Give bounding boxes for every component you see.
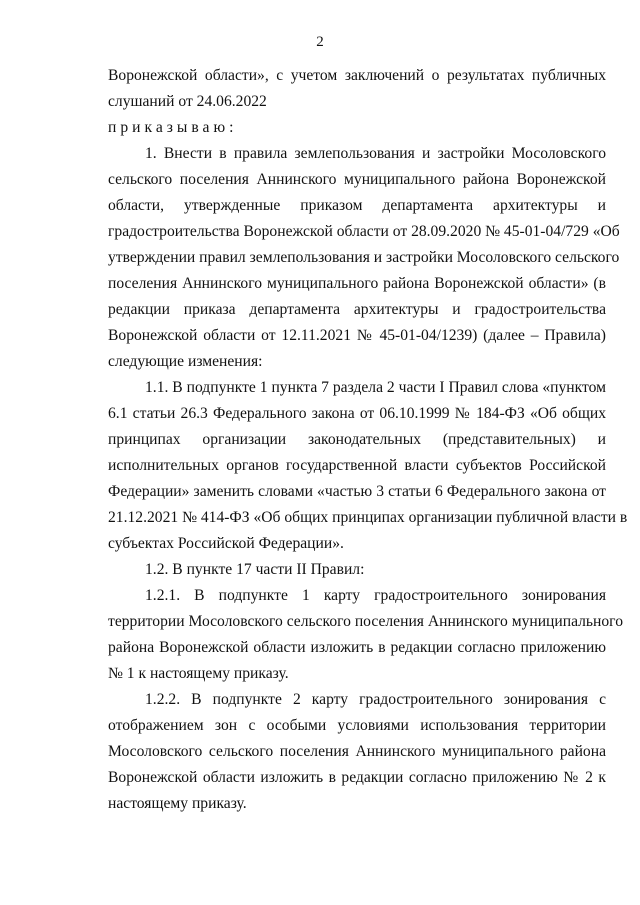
text-line: 6.1 статьи 26.3 Федерального закона от 06.10.1999 № 184-ФЗ «Об общих — [108, 405, 606, 422]
paragraph-1-2-line: 1.2. В пункте 17 части II Правил: — [145, 561, 365, 578]
text-line: градостроительства Воронежской области от 28.09.2020 № 45-01-04/729 «Об — [108, 223, 620, 240]
text-line: поселения Аннинского муниципального района Воронежской области» (в — [108, 275, 606, 292]
page-number: 2 — [316, 34, 324, 50]
text-line: редакции приказа департамента архитектуры и градостроительства — [108, 301, 606, 318]
text-line: Воронежской области от 12.11.2021 № 45-01-04/1239) (далее – Правила) — [108, 327, 606, 344]
paragraph-1-1-line: 1.1. В подпункте 1 пункта 7 раздела 2 части I Правил слова «пунктом — [145, 379, 606, 396]
text-line: Воронежской области изложить в редакции согласно приложению № 2 к — [108, 769, 606, 786]
paragraph-1-2-1-line: 1.2.1. В подпункте 1 карту градостроительного зонирования — [145, 587, 606, 604]
text-line: исполнительных органов государственной власти субъектов Российской — [108, 457, 606, 474]
text-line: настоящему приказу. — [108, 795, 247, 812]
text-line: утверждении правил землепользования и застройки Мосоловского сельского — [108, 249, 620, 266]
text-line: слушаний от 24.06.2022 — [108, 93, 267, 110]
text-line: области, утвержденные приказом департамента архитектуры и — [108, 197, 606, 214]
text-line: субъектах Российской Федерации». — [108, 535, 344, 552]
text-line: 21.12.2021 № 414-ФЗ «Об общих принципах организации публичной власти в — [108, 509, 628, 526]
text-line: № 1 к настоящему приказу. — [108, 665, 289, 682]
text-line: следующие изменения: — [108, 353, 263, 370]
order-word: приказываю: — [108, 119, 238, 136]
text-line: территории Мосоловского сельского поселения Аннинского муниципального — [108, 613, 623, 630]
text-line: Мосоловского сельского поселения Аннинского муниципального района — [108, 743, 606, 760]
paragraph-1-line: 1. Внести в правила землепользования и застройки Мосоловского — [145, 145, 606, 162]
text-line: Воронежской области», с учетом заключений о результатах публичных — [108, 67, 606, 84]
text-line: Федерации» заменить словами «частью 3 статьи 6 Федерального закона от — [108, 483, 606, 500]
text-line: принципах организации законодательных (представительных) и — [108, 431, 606, 448]
text-line: отображением зон с особыми условиями использования территории — [108, 717, 606, 734]
paragraph-1-2-2-line: 1.2.2. В подпункте 2 карту градостроительного зонирования с — [145, 691, 606, 708]
text-line: района Воронежской области изложить в редакции согласно приложению — [108, 639, 606, 656]
text-line: сельского поселения Аннинского муниципального района Воронежской — [108, 171, 606, 188]
